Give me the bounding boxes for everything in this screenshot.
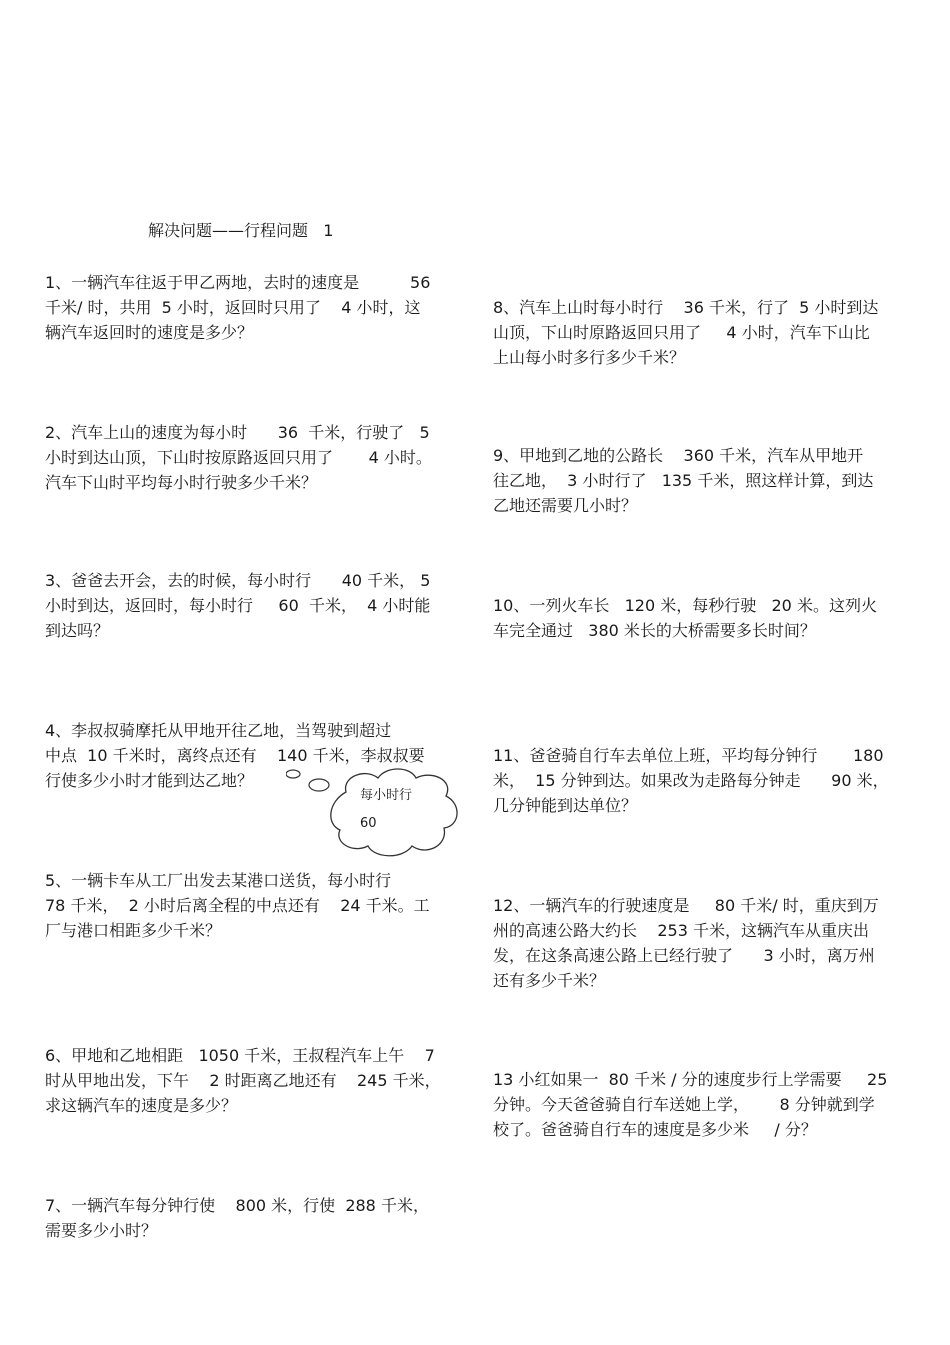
problem-line: 3、爸爸去开会，去的时候，每小时行 40 千米， 5 (45, 571, 431, 590)
page-title: 解决问题——行程问题 1 (148, 221, 334, 240)
problem-line: 厂与港口相距多少千米？ (45, 921, 222, 940)
bubble-dot-medium (309, 779, 329, 791)
problem-line: 车完全通过 380 米长的大桥需要多长时间？ (493, 621, 816, 640)
problem-line: 78 千米， 2 小时后离全程的中点还有 24 千米。工 (45, 896, 430, 915)
problem-line: 发，在这条高速公路上已经行驶了 3 小时，离万州 (493, 946, 875, 965)
problem-line: 13 小红如果一 80 千米 / 分的速度步行上学需要 25 (493, 1070, 888, 1089)
problem-9 (493, 443, 913, 518)
problem-line: 几分钟能到达单位？ (493, 796, 638, 815)
problem-line: 到达吗？ (45, 621, 110, 640)
cloud-shape (331, 769, 457, 856)
problem-line: 11、爸爸骑自行车去单位上班，平均每分钟行 180 (493, 746, 884, 765)
problem-line: 求这辆汽车的速度是多少？ (45, 1096, 238, 1115)
problem-line: 时从甲地出发，下午 2 时距离乙地还有 245 千米， (45, 1071, 441, 1090)
problem-line: 往乙地， 3 小时行了 135 千米，照这样计算，到达 (493, 471, 874, 490)
problem-5 (45, 868, 465, 943)
problem-line: 9、甲地到乙地的公路长 360 千米，汽车从甲地开 (493, 446, 864, 465)
problem-10 (493, 593, 913, 643)
bubble-text-line1: 每小时行 (360, 788, 413, 803)
problem-1 (45, 270, 465, 345)
thought-bubble-illustration (286, 762, 466, 862)
problem-12 (493, 893, 913, 993)
problem-line: 上山每小时多行多少千米？ (493, 348, 686, 367)
problem-line: 还有多少千米？ (493, 971, 606, 990)
problem-line: 分钟。今天爸爸骑自行车送她上学， 8 分钟就到学 (493, 1095, 875, 1114)
problem-3 (45, 568, 465, 643)
problem-line: 校了。爸爸骑自行车的速度是多少米 / 分？ (493, 1120, 817, 1139)
problem-2 (45, 420, 465, 495)
problem-line: 7、一辆汽车每分钟行使 800 米，行使 288 千米， (45, 1196, 429, 1215)
problem-13 (493, 1067, 913, 1142)
problem-line: 小时到达山顶，下山时按原路返回只用了 4 小时。 (45, 448, 432, 467)
problem-line: 8、汽车上山时每小时行 36 千米，行了 5 小时到达 (493, 298, 879, 317)
problem-6 (45, 1043, 465, 1118)
problem-line: 12、一辆汽车的行驶速度是 80 千米/ 时，重庆到万 (493, 896, 879, 915)
problem-line: 1、一辆汽车往返于甲乙两地，去时的速度是 56 (45, 273, 431, 292)
problem-line: 辆汽车返回时的速度是多少？ (45, 323, 254, 342)
problem-line: 4、李叔叔骑摩托从甲地开往乙地，当驾驶到超过 (45, 721, 392, 740)
problem-line: 乙地还需要几小时？ (493, 496, 638, 515)
bubble-dot-small (286, 770, 300, 778)
problem-11 (493, 743, 913, 818)
problem-line: 2、汽车上山的速度为每小时 36 千米，行驶了 5 (45, 423, 430, 442)
problem-line: 米， 15 分钟到达。如果改为走路每分钟走 90 米， (493, 771, 889, 790)
bubble-text-line2: 60 (360, 816, 377, 831)
problem-line: 州的高速公路大约长 253 千米，这辆汽车从重庆出 (493, 921, 869, 940)
problem-7 (45, 1193, 465, 1243)
problem-line: 行使多少小时才能到达乙地？ (45, 771, 254, 790)
problem-line: 山顶，下山时原路返回只用了 4 小时，汽车下山比 (493, 323, 870, 342)
problem-line: 千米/ 时，共用 5 小时，返回时只用了 4 小时，这 (45, 298, 421, 317)
problem-line: 小时到达，返回时，每小时行 60 千米， 4 小时能 (45, 596, 431, 615)
problem-8 (493, 295, 913, 370)
problem-line: 10、一列火车长 120 米，每秒行驶 20 米。这列火 (493, 596, 877, 615)
problem-line: 需要多少小时？ (45, 1221, 158, 1240)
problem-line: 5、一辆卡车从工厂出发去某港口送货，每小时行 (45, 871, 392, 890)
problem-line: 6、甲地和乙地相距 1050 千米，王叔程汽车上午 7 (45, 1046, 435, 1065)
problem-line: 中点 10 千米时，离终点还有 140 千米，李叔叔要 (45, 746, 425, 765)
problem-line: 汽车下山时平均每小时行驶多少千米？ (45, 473, 318, 492)
